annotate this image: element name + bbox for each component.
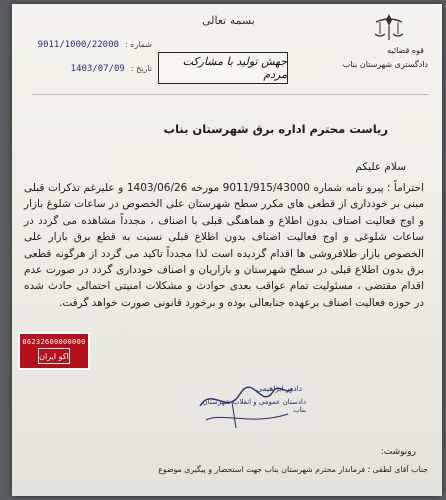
- letter-date: [52, 64, 152, 74]
- judiciary-emblem-icon: [370, 12, 408, 42]
- letter-page: [12, 4, 442, 496]
- letter-number: [32, 40, 152, 50]
- bismillah-heading: بسمه تعالی: [202, 14, 255, 27]
- recipient-line: ریاست محترم اداره برق شهرستان بناب: [163, 122, 388, 136]
- stamp-logo: اکو ایران: [38, 348, 70, 364]
- letterhead: [12, 4, 442, 90]
- signatory-name: دادور ابراهیمی: [256, 384, 302, 393]
- slogan-banner: [158, 52, 288, 84]
- number-value: 9011/1000/22000: [37, 40, 119, 50]
- slogan-text: جهش تولید با مشارکت مردم: [182, 55, 287, 81]
- organization-branch: دادگستری شهرستان بناب: [342, 60, 428, 69]
- date-label: تاریخ :: [130, 64, 152, 73]
- news-stamp: [18, 332, 90, 370]
- organization-name: قوه قضائیه: [387, 46, 424, 55]
- signature-block: [192, 376, 306, 440]
- stamp-code: 06232600000000: [22, 338, 86, 346]
- copy-recipient-line: جناب آقای لطفی ؛ فرماندار محترم شهرستان بناب جهت استحضار و پیگیری موضوع: [158, 465, 428, 474]
- letter-body: احتراماً ؛ پیرو نامه شماره 9011/915/43000 مورخه 1403/06/26 و علیرغم تذکرات قبلی مبنی بر خودداری از قطعی های مکرر سطح شهرستان علی الخصوص در ساعات شلوغ بازار و اوج فعالیت اصناف بدون اطلاع و هماهنگی قبلی با اصناف ، مجدداً مشاهده می گردد در ساعات شلوغی و اوج فعالیت اصناف بدون اطلاع قبلی نسبت به قطع برق بازار علی الخصوص بازار طلافروشی ها اقدام گردیده است لذا مجدداً تاکید می گردد از هرگونه قطعی برق بدون اطلاع قبلی در سطح شهرستان و بازاریان و اصناف خودداری گردد در صورت عدم اقدام مقتضی ، مسئولیت تمام عواقب بعدی حوادث و مشکلات امنیتی احتمالی حادث شده در حوزه فعالیت اصناف برعهده جنابعالی بوده و برخورد قانونی صورت خواهد گرفت.: [24, 182, 425, 309]
- header-divider: [32, 94, 428, 95]
- greeting-line: سلام علیکم: [355, 161, 406, 173]
- date-value: 1403/07/09: [70, 64, 125, 74]
- number-label: شماره :: [124, 40, 152, 49]
- copy-label: رونوشت:: [380, 447, 416, 457]
- signatory-title: دادستان عمومی و انقلاب شهرستان بناب: [202, 398, 306, 414]
